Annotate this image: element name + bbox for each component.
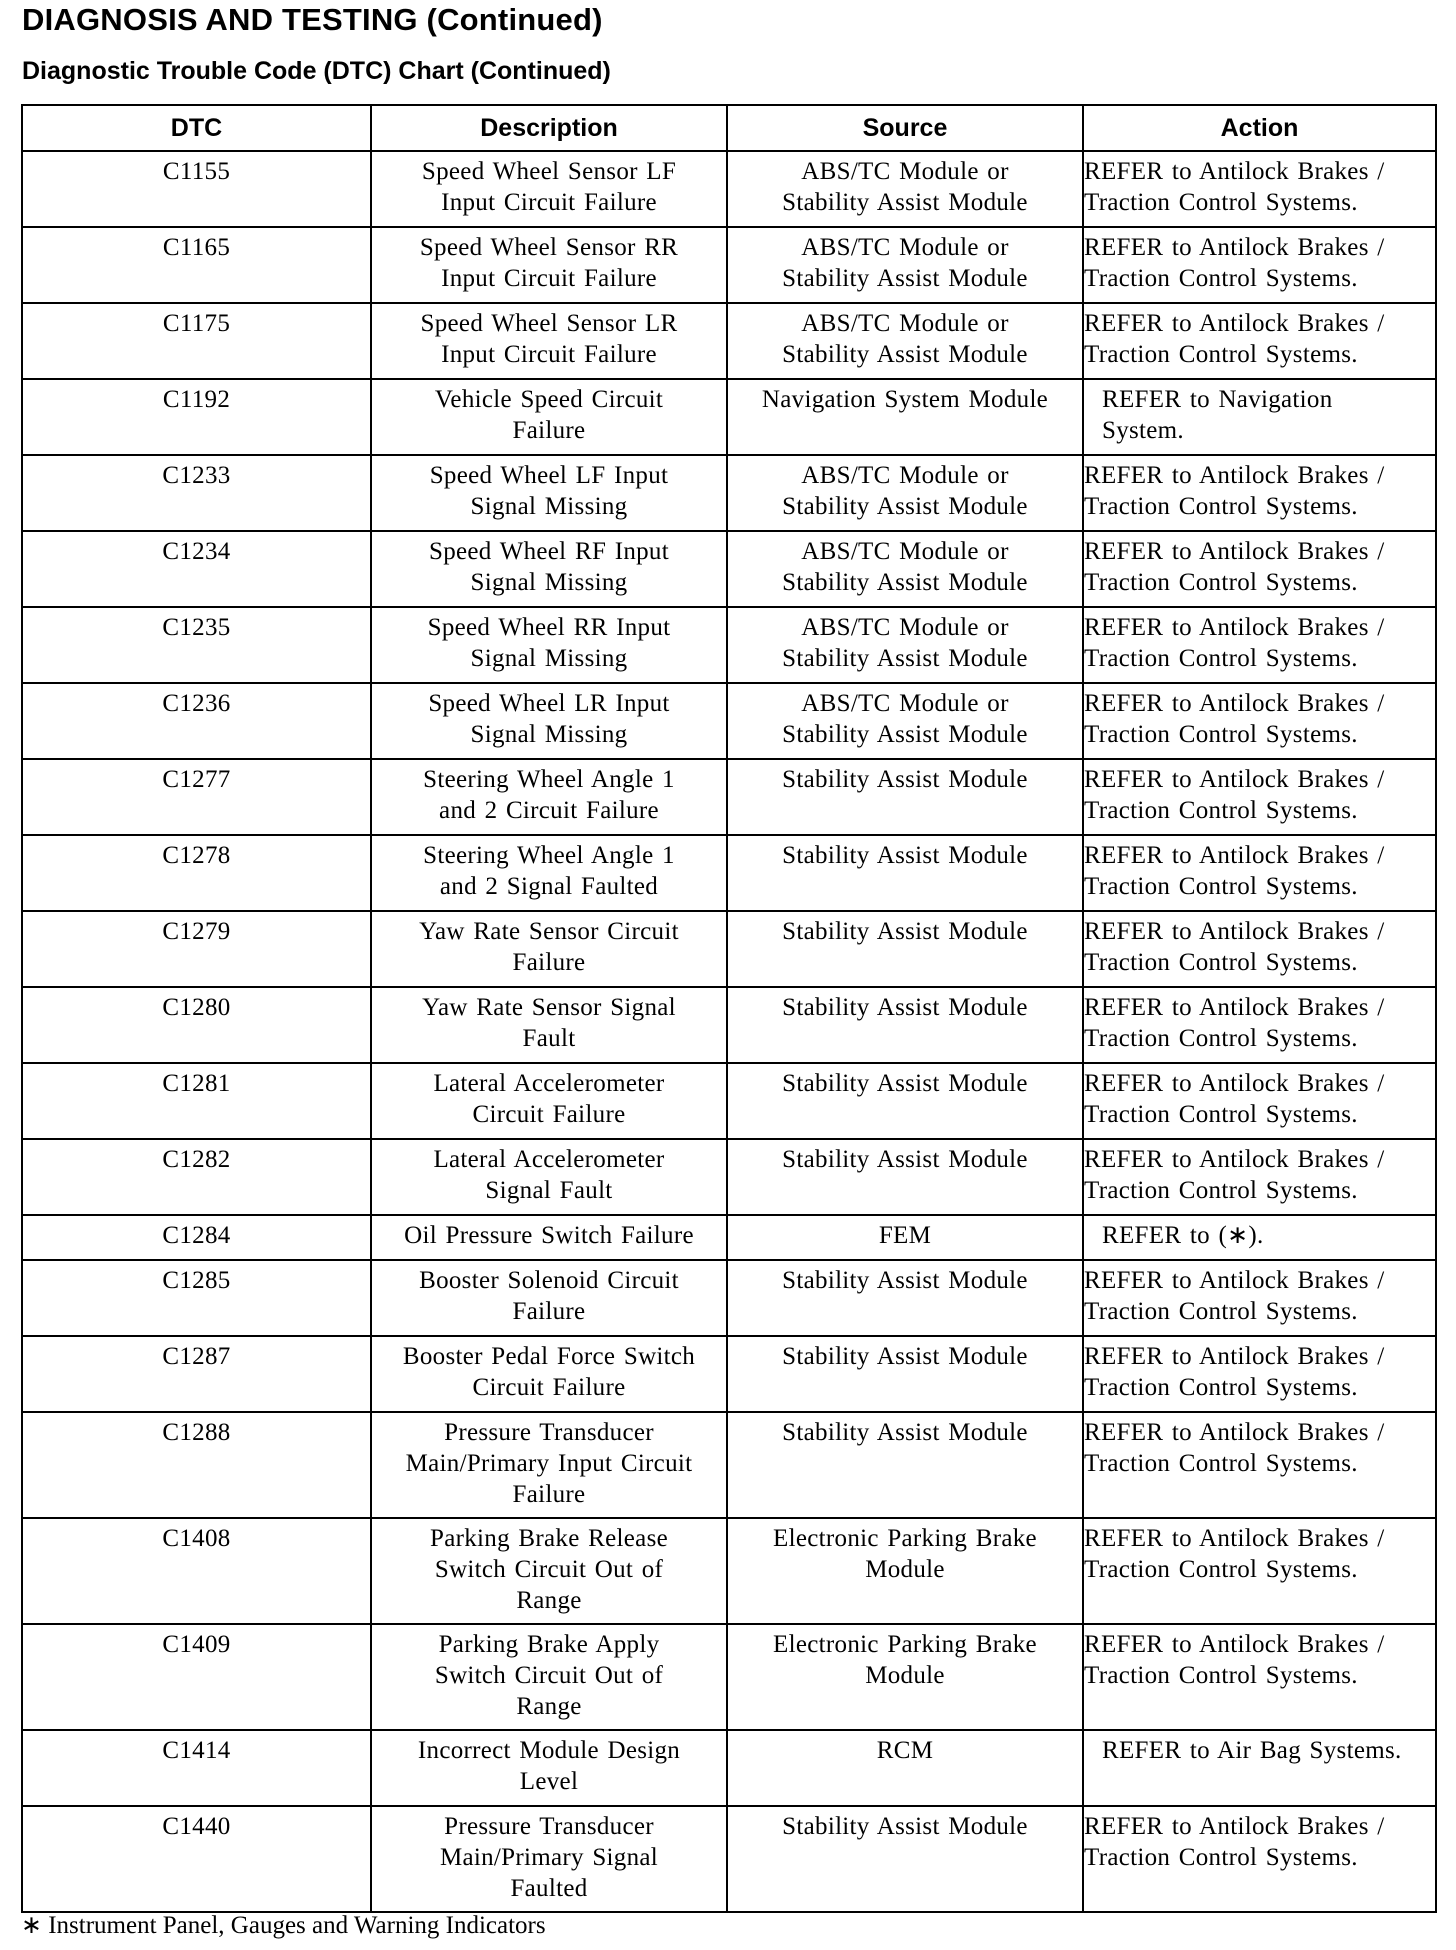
- action-cell: [1083, 455, 1436, 531]
- action-cell-line: Traction Control Systems.: [1084, 1450, 1358, 1477]
- action-cell-line: REFER to Antilock Brakes /: [1084, 234, 1385, 261]
- table-row: [22, 1518, 1436, 1624]
- action-cell-line: REFER to Antilock Brakes /: [1084, 1525, 1385, 1552]
- description-cell: [371, 835, 727, 911]
- description-cell-line: Pressure Transducer: [444, 1419, 654, 1446]
- dtc-code-cell: C1234: [22, 531, 371, 607]
- dtc-code-cell: C1233: [22, 455, 371, 531]
- column-header-action: Action: [1083, 105, 1436, 151]
- source-cell-line: Stability Assist Module: [782, 918, 1028, 945]
- table-row: [22, 911, 1436, 987]
- column-header-source: Source: [727, 105, 1083, 151]
- description-cell-line: Switch Circuit Out of: [434, 1662, 664, 1689]
- action-cell-line: REFER to Antilock Brakes /: [1084, 918, 1385, 945]
- description-cell-line: Signal Missing: [470, 569, 628, 596]
- description-cell-line: Range: [516, 1693, 582, 1720]
- description-cell-line: Vehicle Speed Circuit: [434, 386, 664, 413]
- source-cell: [727, 379, 1083, 455]
- action-cell-line: REFER to Antilock Brakes /: [1084, 1267, 1385, 1294]
- source-cell-line: ABS/TC Module or: [801, 310, 1009, 337]
- action-cell: [1083, 1336, 1436, 1412]
- source-cell-line: Electronic Parking Brake: [773, 1631, 1037, 1658]
- source-cell-line: Stability Assist Module: [782, 994, 1028, 1021]
- description-cell-line: Input Circuit Failure: [441, 265, 657, 292]
- description-cell-line: and 2 Circuit Failure: [439, 797, 659, 824]
- dtc-code-cell: C1284: [22, 1215, 371, 1260]
- action-cell-line: Traction Control Systems.: [1084, 341, 1358, 368]
- description-cell: [371, 1336, 727, 1412]
- description-cell: [371, 455, 727, 531]
- source-cell-line: Stability Assist Module: [782, 1343, 1028, 1370]
- table-row: [22, 1139, 1436, 1215]
- description-cell-line: Oil Pressure Switch Failure: [404, 1222, 694, 1249]
- source-cell-line: ABS/TC Module or: [801, 614, 1009, 641]
- footnote: ∗ Instrument Panel, Gauges and Warning Indicators: [21, 1912, 546, 1939]
- table-row: [22, 1336, 1436, 1412]
- description-cell-line: and 2 Signal Faulted: [439, 873, 659, 900]
- dtc-code-cell: C1279: [22, 911, 371, 987]
- description-cell: [371, 227, 727, 303]
- table-row: [22, 759, 1436, 835]
- dtc-code-cell: C1409: [22, 1624, 371, 1730]
- action-cell-line: Traction Control Systems.: [1084, 1374, 1358, 1401]
- action-cell-line: REFER to Antilock Brakes /: [1084, 766, 1385, 793]
- table-row: [22, 1063, 1436, 1139]
- table-row: [22, 835, 1436, 911]
- column-header-description: Description: [371, 105, 727, 151]
- table-row: [22, 303, 1436, 379]
- source-cell: [727, 531, 1083, 607]
- action-cell-line: Traction Control Systems.: [1084, 569, 1358, 596]
- description-cell-line: Level: [519, 1768, 579, 1795]
- description-cell-line: Failure: [512, 949, 586, 976]
- dtc-code-cell: C1175: [22, 303, 371, 379]
- source-cell: [727, 683, 1083, 759]
- action-cell: [1083, 1806, 1436, 1912]
- source-cell-line: Electronic Parking Brake: [773, 1525, 1037, 1552]
- action-cell: [1083, 607, 1436, 683]
- source-cell-line: Stability Assist Module: [782, 265, 1028, 292]
- action-cell-line: REFER to Antilock Brakes /: [1084, 310, 1385, 337]
- description-cell-line: Speed Wheel LR Input: [428, 690, 670, 717]
- source-cell: [727, 1063, 1083, 1139]
- action-cell-line: Traction Control Systems.: [1084, 645, 1358, 672]
- action-cell-line: REFER to Antilock Brakes /: [1084, 1631, 1385, 1658]
- source-cell: [727, 1215, 1083, 1260]
- page-title: DIAGNOSIS AND TESTING (Continued): [22, 2, 603, 37]
- description-cell-line: Speed Wheel RR Input: [427, 614, 671, 641]
- source-cell: [727, 759, 1083, 835]
- description-cell-line: Failure: [512, 417, 586, 444]
- action-cell: [1083, 1518, 1436, 1624]
- source-cell-line: Stability Assist Module: [782, 1267, 1028, 1294]
- dtc-code-cell: C1282: [22, 1139, 371, 1215]
- source-cell-line: Stability Assist Module: [782, 493, 1028, 520]
- action-cell-line: Traction Control Systems.: [1084, 265, 1358, 292]
- description-cell: [371, 1624, 727, 1730]
- action-cell-line: Traction Control Systems.: [1084, 949, 1358, 976]
- action-cell-line: REFER to Antilock Brakes /: [1084, 1070, 1385, 1097]
- source-cell: [727, 455, 1083, 531]
- action-cell: [1083, 1260, 1436, 1336]
- table-row: [22, 1806, 1436, 1912]
- action-cell-line: REFER to Antilock Brakes /: [1084, 614, 1385, 641]
- source-cell-line: Module: [865, 1662, 945, 1689]
- dtc-code-cell: C1414: [22, 1730, 371, 1806]
- table-row: [22, 1260, 1436, 1336]
- action-cell-line: REFER to (∗).: [1102, 1222, 1264, 1249]
- action-cell-line: REFER to Antilock Brakes /: [1084, 690, 1385, 717]
- source-cell-line: ABS/TC Module or: [801, 690, 1009, 717]
- action-cell-line: Traction Control Systems.: [1084, 493, 1358, 520]
- description-cell: [371, 303, 727, 379]
- source-cell-line: Navigation System Module: [761, 386, 1049, 413]
- description-cell-line: Range: [516, 1587, 582, 1614]
- source-cell: [727, 1260, 1083, 1336]
- source-cell-line: Stability Assist Module: [782, 1419, 1028, 1446]
- action-cell-line: Traction Control Systems.: [1084, 1177, 1358, 1204]
- description-cell: [371, 1518, 727, 1624]
- description-cell: [371, 151, 727, 227]
- source-cell: [727, 1730, 1083, 1806]
- description-cell: [371, 987, 727, 1063]
- action-cell-line: REFER to Antilock Brakes /: [1084, 994, 1385, 1021]
- action-cell-line: REFER to Air Bag Systems.: [1102, 1737, 1402, 1764]
- action-cell: [1083, 683, 1436, 759]
- source-cell-line: ABS/TC Module or: [801, 234, 1009, 261]
- description-cell: [371, 379, 727, 455]
- action-cell-line: Traction Control Systems.: [1084, 1025, 1358, 1052]
- description-cell: [371, 1730, 727, 1806]
- chart-subtitle: Diagnostic Trouble Code (DTC) Chart (Continued): [22, 57, 611, 85]
- description-cell-line: Pressure Transducer: [444, 1813, 654, 1840]
- description-cell-line: Circuit Failure: [472, 1374, 626, 1401]
- description-cell-line: Faulted: [510, 1875, 588, 1902]
- table-row: [22, 1730, 1436, 1806]
- dtc-table: [21, 104, 1437, 1913]
- action-cell-line: Traction Control Systems.: [1084, 721, 1358, 748]
- table-row: [22, 455, 1436, 531]
- dtc-code-cell: C1440: [22, 1806, 371, 1912]
- action-cell-line: REFER to Antilock Brakes /: [1084, 462, 1385, 489]
- source-cell-line: Stability Assist Module: [782, 1146, 1028, 1173]
- description-cell: [371, 759, 727, 835]
- action-cell: [1083, 151, 1436, 227]
- description-cell-line: Failure: [512, 1481, 586, 1508]
- action-cell-line: REFER to Antilock Brakes /: [1084, 1419, 1385, 1446]
- description-cell: [371, 1139, 727, 1215]
- description-cell-line: Yaw Rate Sensor Signal: [422, 994, 676, 1021]
- table-row: [22, 151, 1436, 227]
- action-cell: [1083, 1139, 1436, 1215]
- action-cell: [1083, 303, 1436, 379]
- description-cell-line: Signal Missing: [470, 645, 628, 672]
- description-cell: [371, 1260, 727, 1336]
- action-cell: [1083, 1215, 1436, 1260]
- description-cell-line: Yaw Rate Sensor Circuit: [419, 918, 679, 945]
- description-cell: [371, 1806, 727, 1912]
- source-cell: [727, 911, 1083, 987]
- description-cell-line: Parking Brake Apply: [438, 1631, 660, 1658]
- source-cell-line: FEM: [878, 1222, 932, 1249]
- description-cell: [371, 911, 727, 987]
- action-cell: [1083, 911, 1436, 987]
- description-cell-line: Input Circuit Failure: [441, 189, 657, 216]
- description-cell-line: Lateral Accelerometer: [433, 1146, 665, 1173]
- action-cell: [1083, 531, 1436, 607]
- action-cell-line: REFER to Antilock Brakes /: [1084, 1146, 1385, 1173]
- dtc-code-cell: C1277: [22, 759, 371, 835]
- source-cell-line: ABS/TC Module or: [801, 158, 1009, 185]
- source-cell: [727, 1412, 1083, 1518]
- action-cell-line: REFER to Antilock Brakes /: [1084, 538, 1385, 565]
- source-cell-line: Stability Assist Module: [782, 766, 1028, 793]
- source-cell-line: RCM: [876, 1737, 934, 1764]
- source-cell: [727, 151, 1083, 227]
- description-cell: [371, 1063, 727, 1139]
- source-cell-line: Stability Assist Module: [782, 189, 1028, 216]
- description-cell-line: Incorrect Module Design: [417, 1737, 681, 1764]
- action-cell-line: Traction Control Systems.: [1084, 797, 1358, 824]
- dtc-code-cell: C1285: [22, 1260, 371, 1336]
- dtc-code-cell: C1287: [22, 1336, 371, 1412]
- source-cell-line: Stability Assist Module: [782, 721, 1028, 748]
- action-cell-line: Traction Control Systems.: [1084, 1844, 1358, 1871]
- source-cell: [727, 835, 1083, 911]
- table-row: [22, 531, 1436, 607]
- source-cell-line: Stability Assist Module: [782, 341, 1028, 368]
- table-row: [22, 1624, 1436, 1730]
- description-cell-line: Circuit Failure: [472, 1101, 626, 1128]
- action-cell: [1083, 227, 1436, 303]
- dtc-code-cell: C1288: [22, 1412, 371, 1518]
- dtc-code-cell: C1281: [22, 1063, 371, 1139]
- source-cell-line: Stability Assist Module: [782, 1813, 1028, 1840]
- dtc-code-cell: C1280: [22, 987, 371, 1063]
- description-cell-line: Speed Wheel Sensor RR: [419, 234, 679, 261]
- source-cell: [727, 1139, 1083, 1215]
- source-cell-line: Module: [865, 1556, 945, 1583]
- description-cell-line: Speed Wheel LF Input: [429, 462, 669, 489]
- description-cell-line: Signal Missing: [470, 721, 628, 748]
- action-cell: [1083, 835, 1436, 911]
- description-cell-line: Input Circuit Failure: [441, 341, 657, 368]
- action-cell-line: Traction Control Systems.: [1084, 1101, 1358, 1128]
- source-cell-line: ABS/TC Module or: [801, 538, 1009, 565]
- source-cell-line: Stability Assist Module: [782, 645, 1028, 672]
- description-cell-line: Speed Wheel Sensor LF: [421, 158, 677, 185]
- action-cell: [1083, 1730, 1436, 1806]
- description-cell-line: Fault: [522, 1025, 576, 1052]
- table-header-row: [22, 105, 1436, 151]
- table-row: [22, 1215, 1436, 1260]
- description-cell-line: Booster Solenoid Circuit: [419, 1267, 679, 1294]
- description-cell: [371, 1215, 727, 1260]
- description-cell: [371, 683, 727, 759]
- source-cell-line: Stability Assist Module: [782, 569, 1028, 596]
- table-row: [22, 607, 1436, 683]
- table-row: [22, 1412, 1436, 1518]
- action-cell-line: REFER to Antilock Brakes /: [1084, 842, 1385, 869]
- description-cell-line: Steering Wheel Angle 1: [423, 766, 675, 793]
- description-cell-line: Speed Wheel RF Input: [429, 538, 669, 565]
- source-cell: [727, 227, 1083, 303]
- action-cell-line: Traction Control Systems.: [1084, 1662, 1358, 1689]
- description-cell-line: Booster Pedal Force Switch: [402, 1343, 696, 1370]
- source-cell: [727, 1806, 1083, 1912]
- source-cell: [727, 607, 1083, 683]
- action-cell-line: REFER to Antilock Brakes /: [1084, 1813, 1385, 1840]
- source-cell-line: Stability Assist Module: [782, 842, 1028, 869]
- source-cell-line: Stability Assist Module: [782, 1070, 1028, 1097]
- dtc-code-cell: C1278: [22, 835, 371, 911]
- dtc-code-cell: C1236: [22, 683, 371, 759]
- description-cell: [371, 1412, 727, 1518]
- description-cell: [371, 607, 727, 683]
- action-cell-line: REFER to Navigation: [1102, 386, 1333, 413]
- action-cell: [1083, 379, 1436, 455]
- description-cell-line: Switch Circuit Out of: [434, 1556, 664, 1583]
- description-cell-line: Signal Fault: [485, 1177, 613, 1204]
- source-cell: [727, 303, 1083, 379]
- description-cell: [371, 531, 727, 607]
- source-cell: [727, 1518, 1083, 1624]
- source-cell: [727, 987, 1083, 1063]
- action-cell-line: REFER to Antilock Brakes /: [1084, 158, 1385, 185]
- source-cell-line: ABS/TC Module or: [801, 462, 1009, 489]
- source-cell: [727, 1624, 1083, 1730]
- action-cell: [1083, 1063, 1436, 1139]
- description-cell-line: Failure: [512, 1298, 586, 1325]
- action-cell-line: Traction Control Systems.: [1084, 1556, 1358, 1583]
- description-cell-line: Signal Missing: [470, 493, 628, 520]
- action-cell: [1083, 1624, 1436, 1730]
- action-cell: [1083, 1412, 1436, 1518]
- table-row: [22, 227, 1436, 303]
- dtc-code-cell: C1192: [22, 379, 371, 455]
- description-cell-line: Main/Primary Signal: [439, 1844, 659, 1871]
- description-cell-line: Lateral Accelerometer: [433, 1070, 665, 1097]
- description-cell-line: Speed Wheel Sensor LR: [420, 310, 678, 337]
- table-body: [22, 151, 1436, 1912]
- description-cell-line: Parking Brake Release: [430, 1525, 668, 1552]
- dtc-code-cell: C1408: [22, 1518, 371, 1624]
- table-row: [22, 379, 1436, 455]
- action-cell-line: REFER to Antilock Brakes /: [1084, 1343, 1385, 1370]
- column-header-dtc: DTC: [22, 105, 371, 151]
- action-cell-line: Traction Control Systems.: [1084, 873, 1358, 900]
- dtc-code-cell: C1235: [22, 607, 371, 683]
- action-cell: [1083, 759, 1436, 835]
- table-row: [22, 683, 1436, 759]
- action-cell-line: Traction Control Systems.: [1084, 1298, 1358, 1325]
- dtc-code-cell: C1155: [22, 151, 371, 227]
- action-cell-line: System.: [1102, 417, 1184, 444]
- description-cell-line: Main/Primary Input Circuit: [405, 1450, 693, 1477]
- table-row: [22, 987, 1436, 1063]
- action-cell-line: Traction Control Systems.: [1084, 189, 1358, 216]
- action-cell: [1083, 987, 1436, 1063]
- description-cell-line: Steering Wheel Angle 1: [423, 842, 675, 869]
- source-cell: [727, 1336, 1083, 1412]
- dtc-code-cell: C1165: [22, 227, 371, 303]
